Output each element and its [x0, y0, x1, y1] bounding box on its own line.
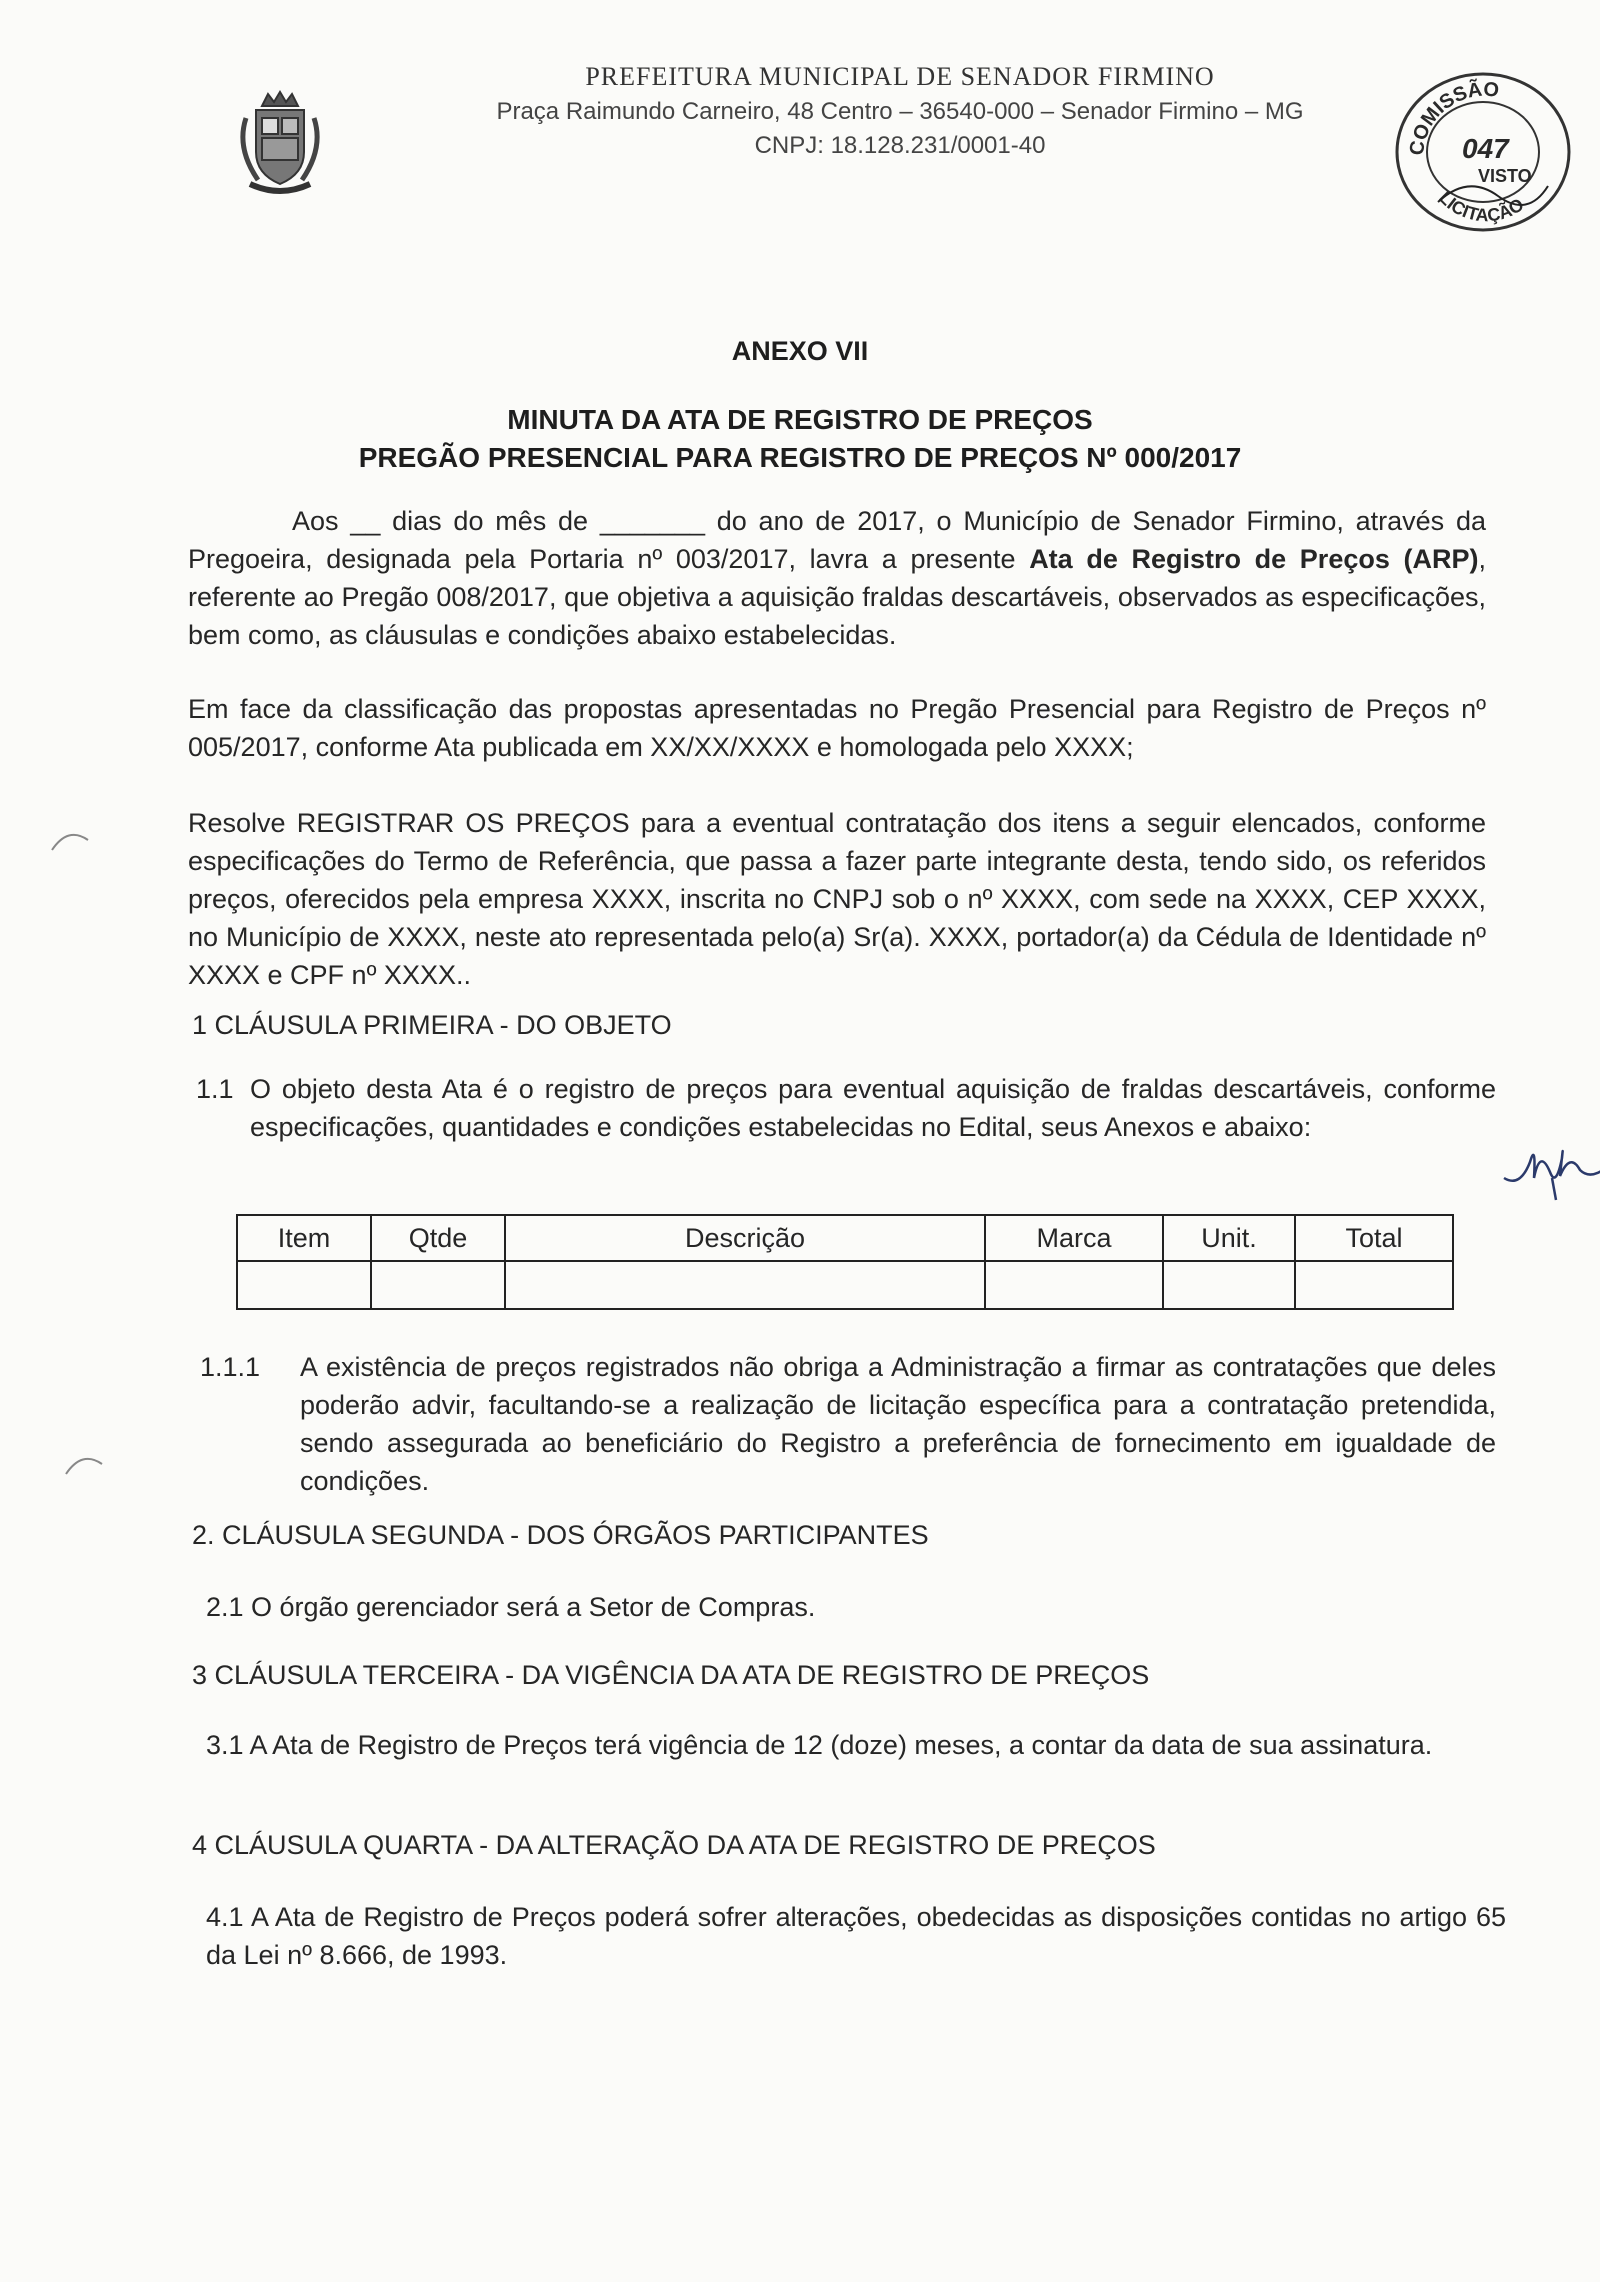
- intro-paragraph: [188, 502, 1486, 654]
- col-item: Item: [237, 1215, 371, 1261]
- intro-bold-term: Ata de Registro de Preços (ARP): [1029, 544, 1479, 574]
- clause-1-1: [196, 1070, 1496, 1146]
- margin-mark: [62, 1444, 106, 1484]
- col-unit: Unit.: [1163, 1215, 1295, 1261]
- clause-2-1: 2.1 O órgão gerenciador será a Setor de Compras.: [206, 1592, 816, 1622]
- margin-mark: [48, 820, 92, 860]
- clause-1-1-1-number: 1.1.1: [200, 1352, 261, 1382]
- clause-3-heading: 3 CLÁUSULA TERCEIRA - DA VIGÊNCIA DA ATA DE REGISTRO DE PREÇOS: [192, 1660, 1150, 1690]
- clause-1-1-number: 1.1: [196, 1074, 234, 1104]
- commission-stamp: [1388, 66, 1578, 236]
- intro-text-2: , referente ao Pregão 008/2017, que objetiva a aquisição fraldas descartáveis, observados as especificações, bem como, as cláusulas e condições abaixo estabelecidas.: [188, 544, 1487, 650]
- resolve-paragraph: Resolve REGISTRAR OS PREÇOS para a eventual contratação dos itens a seguir elencados, conforme especificações do Termo de Referência, que passa a fazer parte integrante desta, tendo sido, os referidos preços, oferecidos pela empresa XXXX, inscrita no CNPJ sob o nº XXXX, com sede na XXXX, CEP XXXX, no Município de XXXX, neste ato representada pelo(a) Sr(a). XXXX, portador(a) da Cédula de Identidade nº XXXX e CPF nº XXXX..: [188, 808, 1486, 990]
- clause-2-heading: 2. CLÁUSULA SEGUNDA - DOS ÓRGÃOS PARTICIPANTES: [192, 1520, 929, 1550]
- stamp-number: 047: [1462, 133, 1509, 164]
- intro-text-1: Aos __ dias do mês de _______ do ano de 2017, o Município de Senador Firmino, através da Pregoeira, designada pela Portaria nº 003/2017, lavra a presente: [188, 506, 1486, 574]
- handwritten-signature: [1500, 1118, 1600, 1202]
- classification-paragraph: Em face da classificação das propostas apresentadas no Pregão Presencial para Registro de Preços nº 005/2017, conforme Ata publicada em XX/XX/XXXX e homologada pelo XXXX;: [188, 694, 1486, 762]
- clause-3-1: 3.1 A Ata de Registro de Preços terá vigência de 12 (doze) meses, a contar da data de sua assinatura.: [206, 1730, 1433, 1760]
- items-table: [236, 1214, 1454, 1310]
- document-title: MINUTA DA ATA DE REGISTRO DE PREÇOS: [507, 404, 1093, 435]
- col-descricao: Descrição: [505, 1215, 985, 1261]
- institution-name: PREFEITURA MUNICIPAL DE SENADOR FIRMINO: [585, 62, 1215, 91]
- institution-cnpj: CNPJ: 18.128.231/0001-40: [754, 132, 1046, 159]
- table-row: [237, 1261, 1453, 1309]
- institution-address: Praça Raimundo Carneiro, 48 Centro – 36540-000 – Senador Firmino – MG: [496, 98, 1304, 125]
- stamp-bottom-text: LICITAÇÃO: [1435, 187, 1528, 226]
- letterhead: [400, 62, 1400, 160]
- clause-4-1: 4.1 A Ata de Registro de Preços poderá sofrer alterações, obedecidas as disposições contidas no artigo 65 da Lei nº 8.666, de 1993.: [206, 1902, 1506, 1970]
- clause-4-heading: 4 CLÁUSULA QUARTA - DA ALTERAÇÃO DA ATA DE REGISTRO DE PREÇOS: [192, 1830, 1156, 1860]
- clause-1-1-1: [200, 1348, 1496, 1500]
- clause-1-heading: 1 CLÁUSULA PRIMEIRA - DO OBJETO: [192, 1010, 672, 1040]
- stamp-top-text: COMISSÃO: [1405, 78, 1500, 157]
- document-subtitle: PREGÃO PRESENCIAL PARA REGISTRO DE PREÇOS Nº 000/2017: [358, 442, 1242, 473]
- table-header-row: [237, 1215, 1453, 1261]
- clause-1-1-text: O objeto desta Ata é o registro de preços para eventual aquisição de fraldas descartáveis, conforme especificações, quantidades e condições estabelecidas no Edital, seus Anexos e abaixo:: [250, 1074, 1496, 1142]
- col-total: Total: [1295, 1215, 1453, 1261]
- clause-1-1-1-text: A existência de preços registrados não obriga a Administração a firmar as contratações que deles poderão advir, facultando-se a realização de licitação específica para a contratação pretendida, sendo assegurada ao beneficiário do Registro a preferência de fornecimento em igualdade de condições.: [300, 1352, 1496, 1496]
- col-marca: Marca: [985, 1215, 1163, 1261]
- col-qtde: Qtde: [371, 1215, 505, 1261]
- municipal-crest-icon: [232, 88, 328, 198]
- stamp-center-text: VISTO: [1478, 166, 1532, 186]
- annex-title: ANEXO VII: [731, 336, 869, 366]
